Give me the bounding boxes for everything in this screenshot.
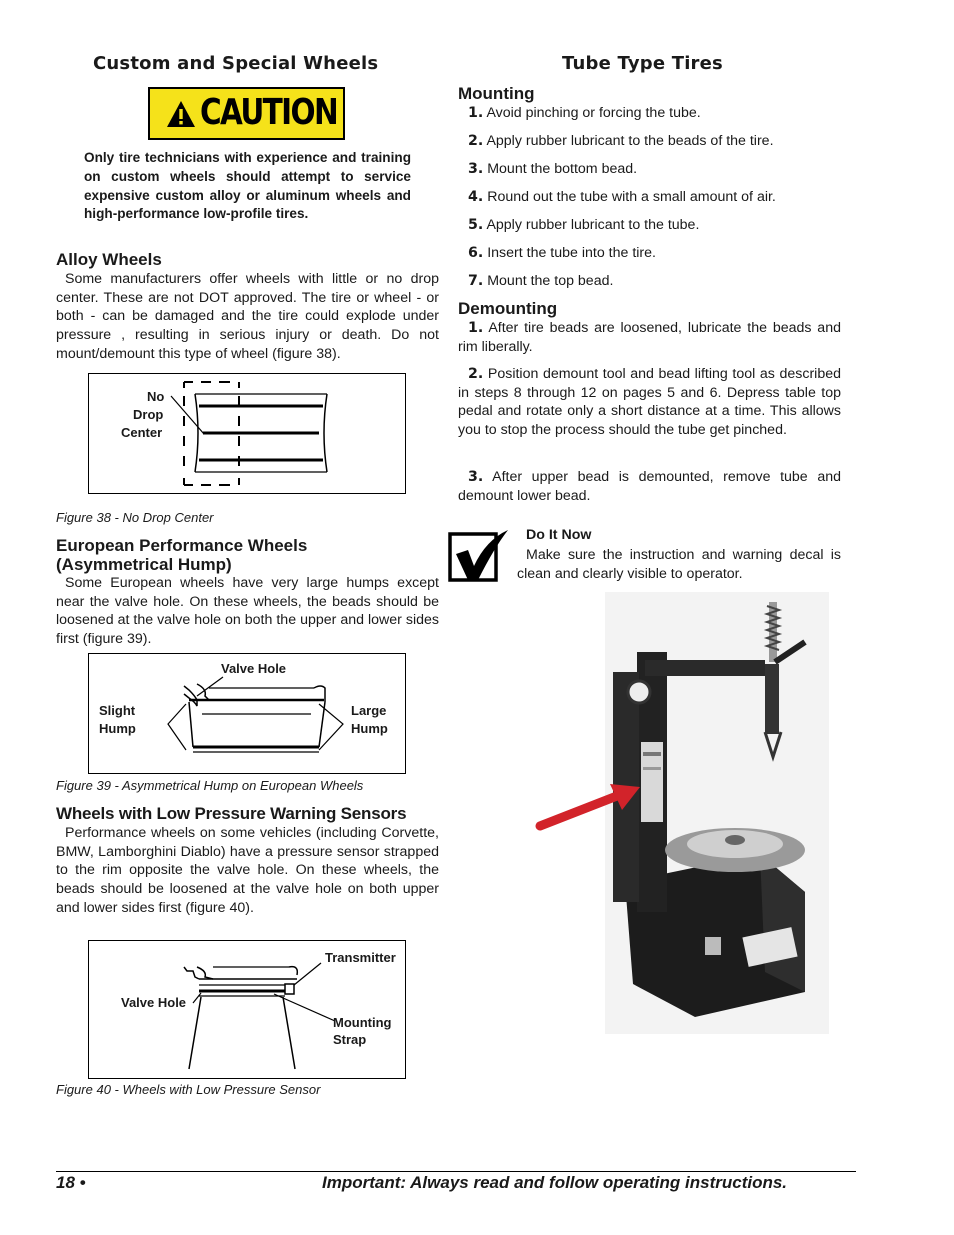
do-it-now-text: Make sure the instruction and warning decal is clean and clearly visible to operator. (517, 547, 841, 582)
demounting-step-1: 1. After tire beads are loosened, lubricate the beads and rim liberally. (458, 320, 841, 355)
red-arrow-icon (530, 780, 645, 835)
mounting-step: 6. Insert the tube into the tire. (468, 245, 656, 261)
fig38-label-no: No (147, 389, 165, 404)
page-number: 18 • (56, 1173, 86, 1192)
demounting-step-2: 2. Position demount tool and bead lifting tool as described in steps 8 through 12 on pages 5 and 6. Depress table top pedal and rotate only a short distance at a time. This allows you to stop the process should the tube get pinched. (458, 366, 841, 439)
fig40-label-valve-hole: Valve Hole (121, 995, 187, 1010)
mounting-step: 7. Mount the top bead. (468, 273, 614, 289)
figure-39-box (88, 653, 406, 774)
mounting-title: Mounting (458, 84, 535, 103)
figure-38-caption: Figure 38 - No Drop Center (56, 510, 214, 525)
footer-rule (56, 1171, 856, 1172)
do-it-now-title: Do It Now (526, 527, 592, 543)
fig38-label-drop: Drop (133, 407, 164, 422)
fig40-label-mounting: Mounting (333, 1015, 392, 1030)
sensor-wheels-text: Performance wheels on some vehicles (including Corvette, BMW, Lamborghini Diablo) have a pressure sensor strapped to the rim opposite the valve hole. On these wheels, the beads should be loosened at the valve hole on both upper and lower sides first (figure 40). (56, 825, 439, 916)
demounting-step-3: 3. After upper bead is demounted, remove tube and demount lower bead. (458, 469, 841, 504)
sensor-wheels-title: Wheels with Low Pressure Warning Sensors (56, 804, 407, 823)
european-wheels-title-2: (Asymmetrical Hump) (56, 555, 232, 574)
footer-note: Important: Always read and follow operating instructions. (322, 1173, 788, 1192)
fig38-label-center: Center (121, 425, 163, 440)
figure-40-caption: Figure 40 - Wheels with Low Pressure Sensor (56, 1082, 321, 1097)
fig39-label-large-hump: Hump (351, 721, 388, 736)
figure-40-box (88, 940, 406, 1079)
figure-38-box (88, 373, 406, 494)
fig39-label-valve-hole: Valve Hole (221, 661, 287, 676)
fig40-label-strap: Strap (333, 1032, 367, 1047)
mounting-step: 4. Round out the tube with a small amount of air. (468, 189, 776, 205)
caution-label: CAUTION (200, 92, 338, 133)
section-heading-custom-wheels: Custom and Special Wheels (93, 53, 379, 74)
warning-triangle-icon (166, 99, 196, 129)
section-heading-tube-type: Tube Type Tires (562, 53, 723, 74)
mounting-step: 3. Mount the bottom bead. (468, 161, 638, 177)
mounting-steps-list (468, 104, 848, 300)
checkmark-box-icon (448, 528, 514, 584)
european-wheels-text: Some European wheels have very large humps except near the valve hole. On these wheels, the beads should be loosened at the valve hole on both the upper and lower sides first (figure 39). (56, 575, 439, 648)
demounting-title: Demounting (458, 299, 558, 318)
alloy-wheels-text: Some manufacturers offer wheels with little or no drop center. These are not DOT approved. The tire or wheel - or both - can be damaged and the tire could explode under pressure , resulting in serious injury or death. Do not mount/demount this type of wheel (figure 38). (56, 271, 439, 362)
fig39-label-slight: Slight (99, 703, 136, 718)
fig40-label-transmitter: Transmitter (325, 950, 396, 965)
alloy-wheels-title: Alloy Wheels (56, 250, 162, 269)
caution-banner (148, 87, 345, 140)
figure-39-caption: Figure 39 - Asymmetrical Hump on European Wheels (56, 778, 364, 793)
mounting-step: 1. Avoid pinching or forcing the tube. (468, 105, 701, 121)
fig39-label-large: Large (351, 703, 387, 718)
european-wheels-title-1: European Performance Wheels (56, 536, 308, 555)
mounting-step: 2. Apply rubber lubricant to the beads of the tire. (468, 133, 774, 149)
caution-text: Only tire technicians with experience and training on custom wheels should attempt to service expensive custom alloy or aluminum wheels and high-performance low-profile tires. (84, 150, 411, 222)
fig39-label-slight-hump: Hump (99, 721, 136, 736)
mounting-step: 5. Apply rubber lubricant to the tube. (468, 217, 700, 233)
